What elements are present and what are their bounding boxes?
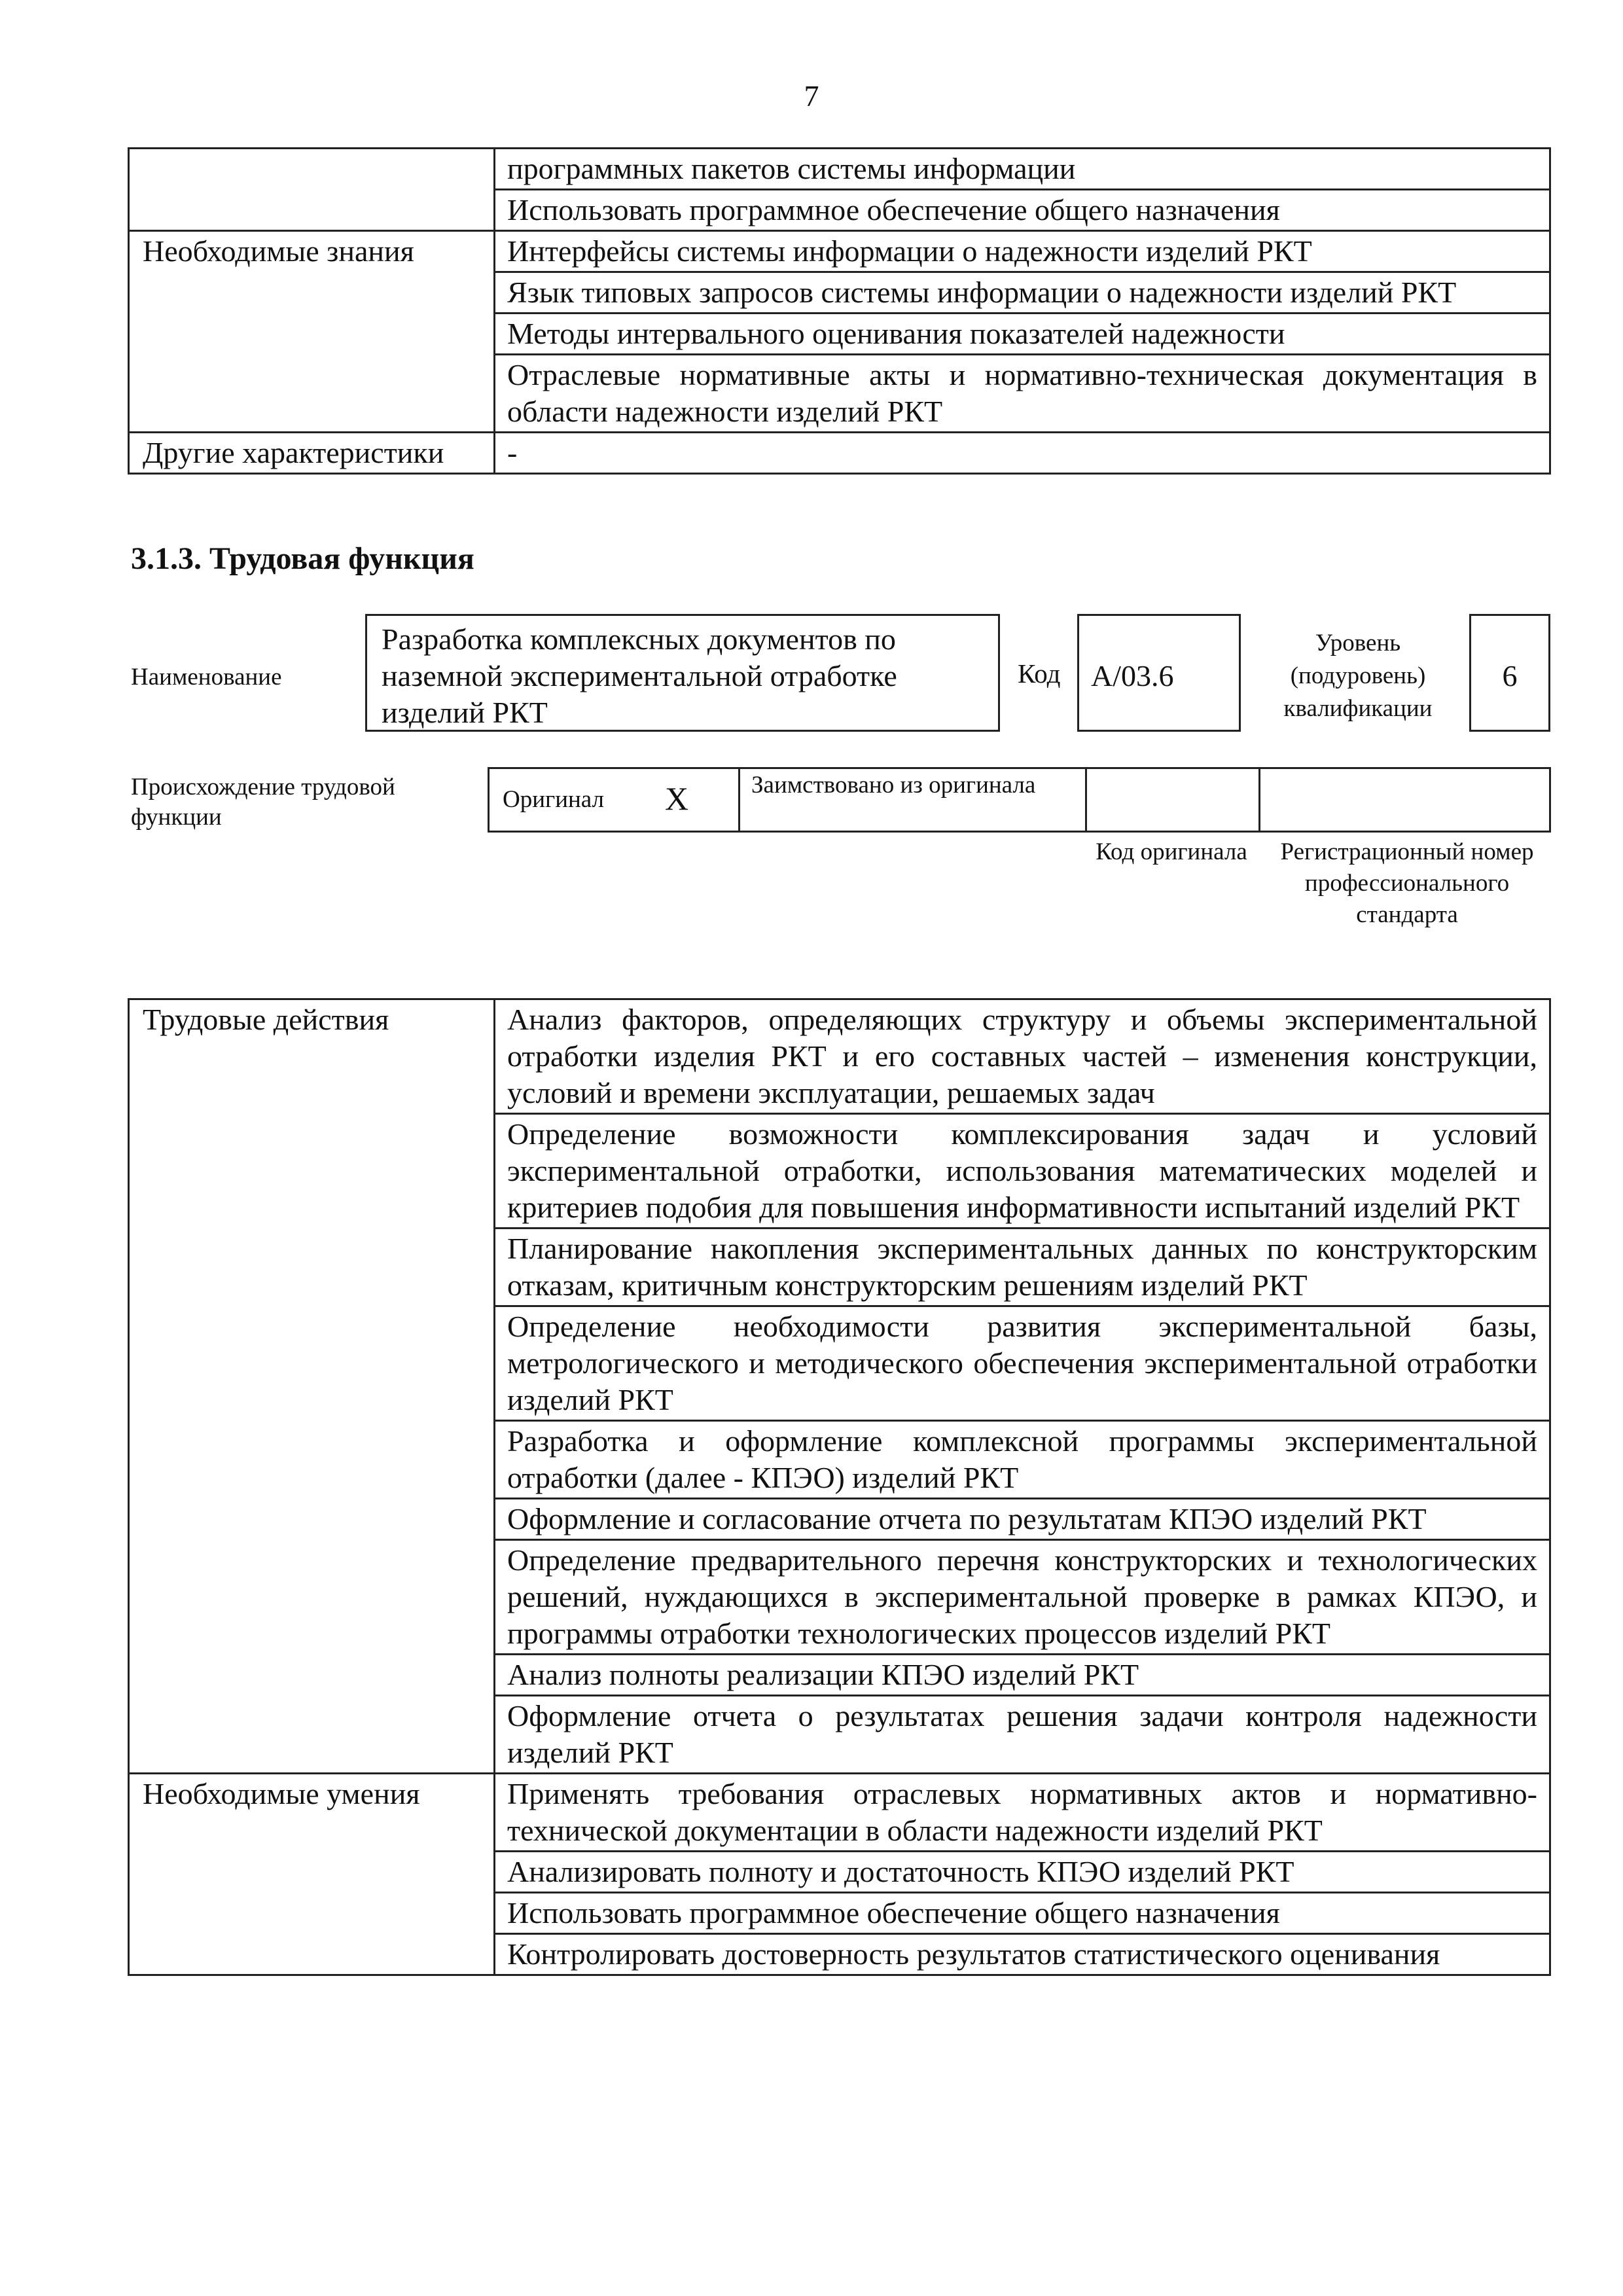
row-label (129, 149, 495, 231)
row-item: Определение возможности комплексирования задач и условий экспериментальной отработки, использования математических моделей и критериев подобия для повышения информативности испытаний изделий РКТ (495, 1114, 1550, 1229)
code-value: А/03.6 (1091, 659, 1174, 692)
top-table-body (129, 149, 1550, 474)
row-item: Определение необходимости развития экспериментальной базы, метрологического и методического обеспечения экспериментальной отработки изделий РКТ (495, 1306, 1550, 1421)
row-label: Трудовые действия (129, 999, 495, 1774)
row-item: Использовать программное обеспечение общего назначения (495, 1893, 1550, 1934)
table-row (129, 149, 1550, 190)
row-label: Другие характеристики (129, 433, 495, 474)
row-item: Язык типовых запросов системы информации о надежности изделий РКТ (495, 272, 1550, 314)
row-item: Методы интервального оценивания показателей надежности (495, 314, 1550, 355)
reg-caption: Регистрационный номер профессионального стандарта (1280, 838, 1534, 928)
top-table (128, 147, 1551, 475)
bottom-table (128, 998, 1551, 1976)
origin-box (488, 767, 1551, 833)
row-item: Оформление отчета о результатах решения задачи контроля надежности изделий РКТ (495, 1696, 1550, 1774)
section-title: 3.1.3. Трудовая функция (131, 541, 474, 576)
row-item: Применять требования отраслевых нормативных актов и нормативно-технической документации в области надежности изделий РКТ (495, 1774, 1550, 1852)
page-number: 7 (804, 79, 819, 113)
origin-label: Происхождение трудовой функции (131, 774, 395, 831)
code-caption: Код оригинала (1096, 838, 1247, 865)
origin-divider-2 (1085, 769, 1087, 831)
row-label: Необходимые знания (129, 231, 495, 433)
table-row (129, 1774, 1550, 1852)
original-label: Оригинал (503, 786, 605, 813)
name-value: Разработка комплексных документов по наземной экспериментальной отработке изделий РКТ (382, 622, 897, 729)
code-label: Код (1018, 658, 1061, 689)
row-item: Оформление и согласование отчета по результатам КПЭО изделий РКТ (495, 1499, 1550, 1540)
origin-divider-3 (1258, 769, 1260, 831)
row-item: - (495, 433, 1550, 474)
name-label: Наименование (131, 664, 282, 691)
row-item: Контролировать достоверность результатов статистического оценивания (495, 1934, 1550, 1975)
level-value: 6 (1502, 659, 1518, 692)
bottom-table-body (129, 999, 1550, 1975)
table-row (129, 999, 1550, 1114)
table-row (129, 433, 1550, 474)
row-item: Разработка и оформление комплексной программы экспериментальной отработки (далее - КПЭО) изделий РКТ (495, 1421, 1550, 1499)
borrowed-label: Заимствовано из оригинала (751, 772, 1036, 798)
row-item: Отраслевые нормативные акты и нормативно-техническая документация в области надежности изделий РКТ (495, 355, 1550, 433)
table-row (129, 231, 1550, 272)
code-value-box (1077, 614, 1241, 732)
level-value-box (1469, 614, 1550, 732)
row-item: Анализ полноты реализации КПЭО изделий РКТ (495, 1655, 1550, 1696)
row-item: Интерфейсы системы информации о надежности изделий РКТ (495, 231, 1550, 272)
row-item: Анализировать полноту и достаточность КПЭО изделий РКТ (495, 1852, 1550, 1893)
row-item: Использовать программное обеспечение общего назначения (495, 190, 1550, 231)
row-label: Необходимые умения (129, 1774, 495, 1975)
row-item: Определение предварительного перечня конструкторских и технологических решений, нуждающихся в экспериментальной проверке в рамках КПЭО, и программы отработки технологических процессов изделий РКТ (495, 1540, 1550, 1655)
origin-divider-1 (738, 769, 740, 831)
original-mark: Х (665, 780, 689, 817)
level-label: Уровень (подуровень) квалификации (1283, 630, 1433, 722)
row-item: Планирование накопления экспериментальных данных по конструкторским отказам, критичным конструкторским решениям изделий РКТ (495, 1229, 1550, 1306)
row-item: программных пакетов системы информации (495, 149, 1550, 190)
name-value-box (365, 614, 1000, 732)
row-item: Анализ факторов, определяющих структуру и объемы экспериментальной отработки изделия РКТ и его составных частей – изменения конструкции, условий и времени эксплуатации, решаемых задач (495, 999, 1550, 1114)
